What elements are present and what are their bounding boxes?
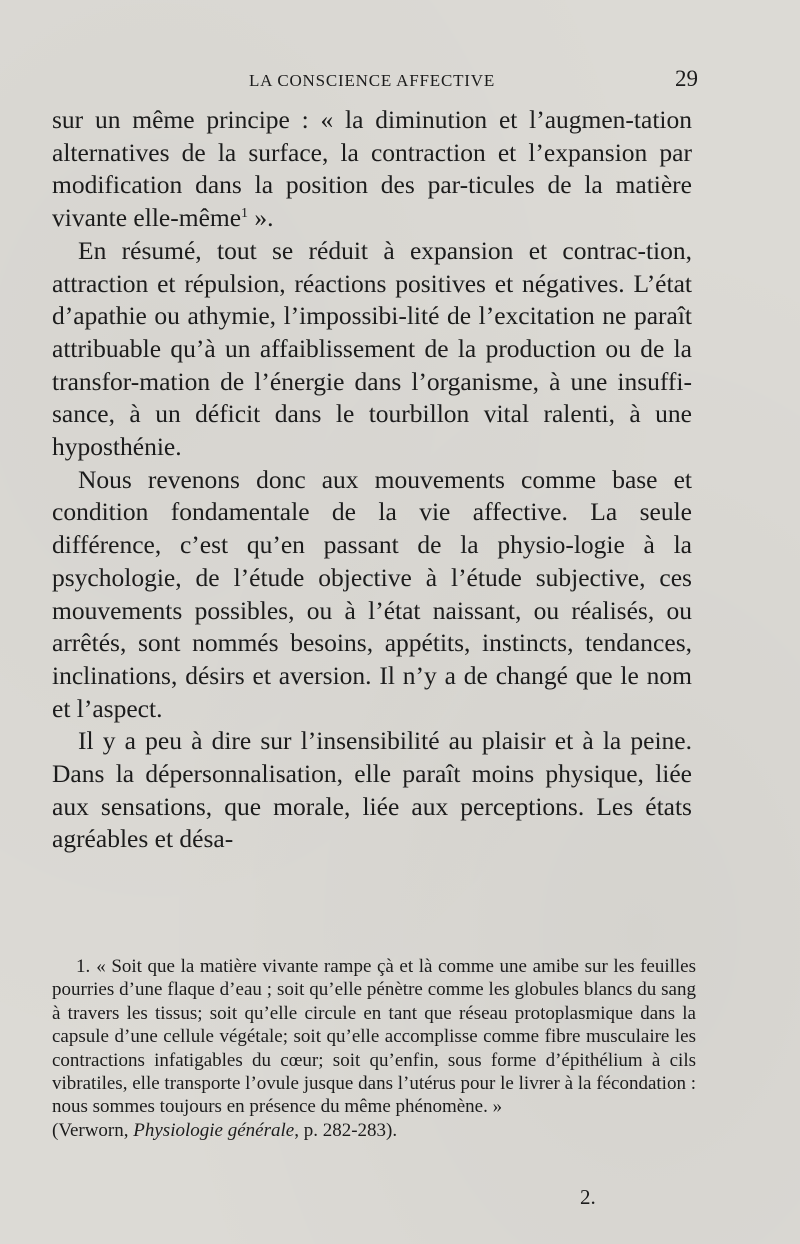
paragraph-1-text: sur un même principe : « la diminution et l’augmen-tation alternatives de la surface, la contraction et l’expansion par modification dans la position des par-ticules de la matière vivante elle-même: [52, 105, 692, 233]
running-title: LA CONSCIENCE AFFECTIVE: [248, 71, 496, 90]
footnote-citation-open: (Verworn,: [52, 1119, 134, 1141]
footnote-citation-close: , p. 282-283).: [294, 1119, 398, 1141]
page-number: 29: [675, 66, 698, 91]
paragraph-3: Nous revenons donc aux mouvements comme base et condition fondamentale de la vie affective. La seule différence, c’est qu’en passant de la physio-logie à la psychologie, de l’étude objective à l’étude subjective, ces mouvements possibles, ou à l’état naissant, ou réalisés, ou arrêtés, sont nommés besoins, appétits, instincts, tendances, inclinations, désirs et aversion. Il n’y a de changé que le nom et l’aspect.: [52, 464, 692, 723]
paragraph-4: Il y a peu à dire sur l’insensibilité au plaisir et à la peine. Dans la dépersonnalisation, elle paraît moins physique, liée aux sensations, que morale, liée aux perceptions. Les états agréables et désa-: [52, 726, 692, 854]
paragraph-1: [52, 104, 692, 235]
paragraph-1-end: ».: [248, 203, 274, 233]
footnote-text: « Soit que la matière vivante rampe çà et là comme une amibe sur les feuilles pourries d’une flaque d’eau ; soit qu’elle pénètre comme les globules blancs du sang à travers les tissus; soit qu’elle circule en tant que réseau protoplasmique dans la capsule d’une cellule végétale; soit qu’elle accomplisse comme fibre musculaire les contractions infatigables du cœur; soit qu’enfin, sous forme d’épithélium à cils vibratiles, elle transporte l’ovule jusque dans l’utérus pour le livrer à la fécondation : nous sommes toujours en présence du même phénomène. »: [52, 956, 696, 1118]
footnote-reference: 1: [241, 206, 249, 222]
footnotes: [52, 955, 696, 1142]
footnote-1: [52, 955, 696, 1142]
running-head: [52, 66, 698, 96]
body-text: [52, 104, 692, 856]
footnote-citation-title: Physiologie générale: [133, 1119, 295, 1141]
footnote-number: 1.: [76, 956, 91, 977]
paragraph-2: En résumé, tout se réduit à expansion et contrac-tion, attraction et répulsion, réactions positives et négatives. L’état d’apathie ou athymie, l’impossibi-lité de l’excitation ne paraît attribuable qu’à un affaiblissement de la production ou de la transfor-mation de l’énergie dans l’organisme, à une insuffi-sance, à un déficit dans le tourbillon vital ralenti, à une hyposthénie.: [52, 235, 692, 462]
signature-mark: 2.: [580, 1185, 596, 1209]
